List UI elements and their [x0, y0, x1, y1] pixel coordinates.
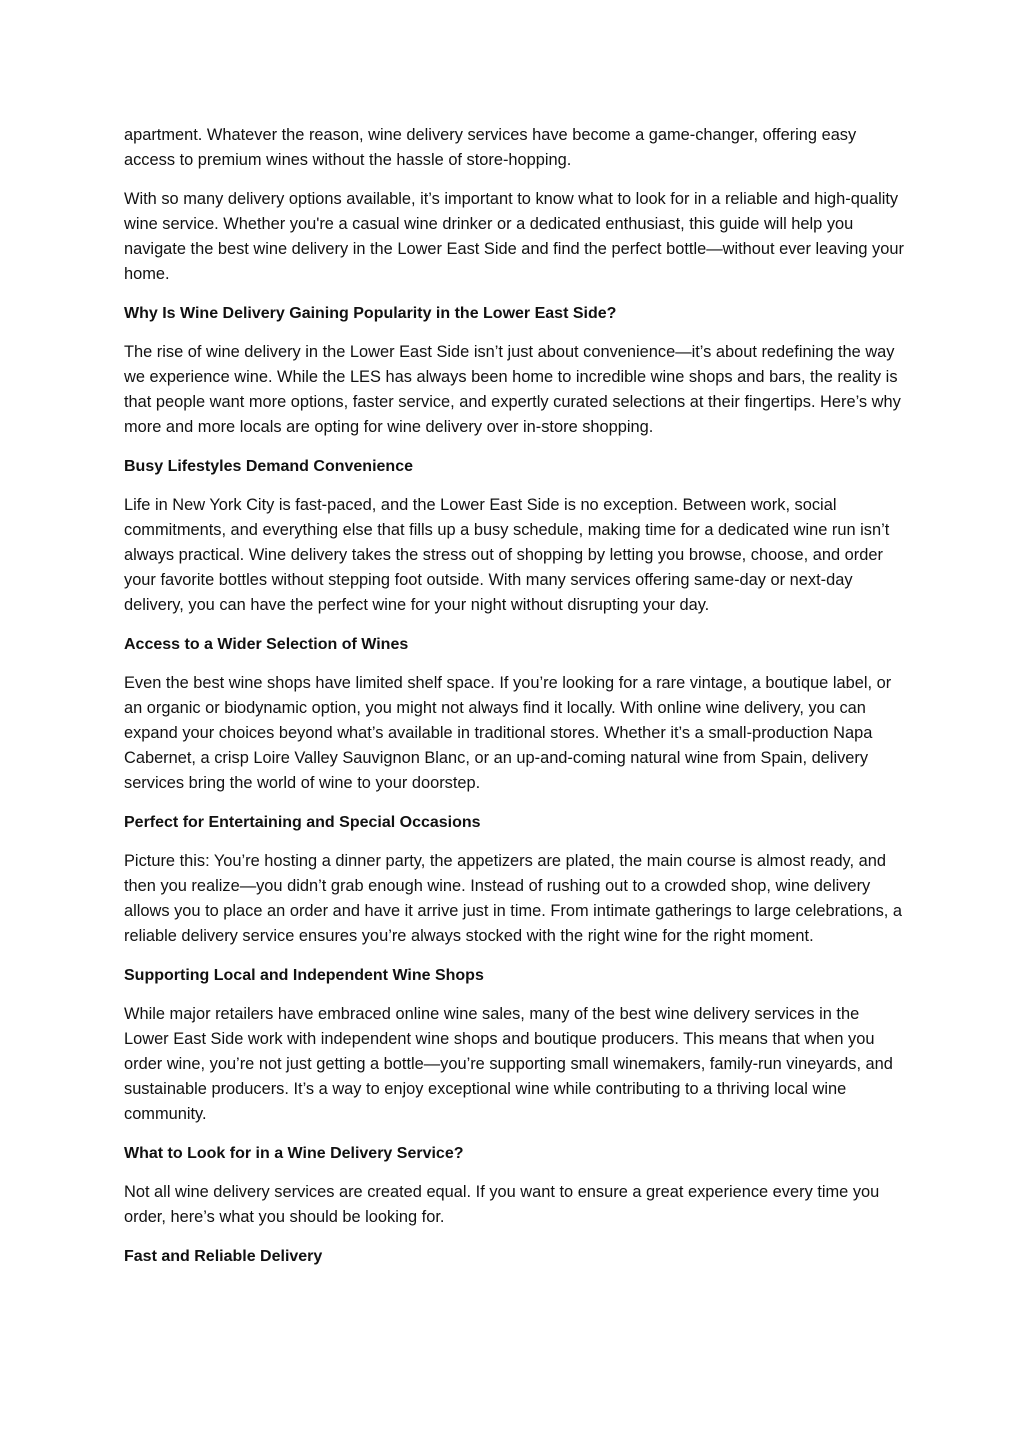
section-heading-supporting-local: Supporting Local and Independent Wine Shops — [124, 967, 484, 984]
section-heading-wider-selection: Access to a Wider Selection of Wines — [124, 636, 409, 653]
entertaining-paragraph: Picture this: You’re hosting a dinner party, the appetizers are plated, the main course is almost ready, and then you realize—you didn’t grab enough wine. Instead of rushing out to a crowded shop, wine delivery allows you to place an order and have it arrive just in time. From intimate gatherings to large celebrations, a reliable delivery service ensures you’re always stocked with the right wine for the right moment. — [124, 852, 903, 945]
wider-selection-paragraph: Even the best wine shops have limited shelf space. If you’re looking for a rare vintage, a boutique label, or an organic or biodynamic option, you might not always find it locally. With online wine delivery, you can expand your choices beyond what’s available in traditional stores. Whether it’s a small-production Napa Cabernet, a crisp Loire Valley Sauvignon Blanc, or an up-and-coming natural wine from Spain, delivery services bring the world of wine to your doorstep. — [124, 674, 892, 792]
document-page — [124, 123, 904, 1283]
section-heading-entertaining: Perfect for Entertaining and Special Occasions — [124, 814, 481, 831]
section-heading-fast-delivery: Fast and Reliable Delivery — [124, 1248, 323, 1265]
section-heading-popularity: Why Is Wine Delivery Gaining Popularity in the Lower East Side? — [124, 305, 617, 322]
supporting-local-paragraph: While major retailers have embraced online wine sales, many of the best wine delivery services in the Lower East Side work with independent wine shops and boutique producers. This means that when you order wine, you’re not just getting a bottle—you’re supporting small winemakers, family-run vineyards, and sustainable producers. It’s a way to enjoy exceptional wine while contributing to a thriving local wine community. — [124, 1005, 893, 1123]
section-heading-what-to-look-for: What to Look for in a Wine Delivery Service? — [124, 1145, 464, 1162]
what-to-look-for-paragraph: Not all wine delivery services are created equal. If you want to ensure a great experience every time you order, here’s what you should be looking for. — [124, 1183, 880, 1226]
intro-paragraph-continued: apartment. Whatever the reason, wine delivery services have become a game-changer, offering easy access to premium wines without the hassle of store-hopping. — [124, 126, 857, 169]
busy-lifestyles-paragraph: Life in New York City is fast-paced, and the Lower East Side is no exception. Between work, social commitments, and everything else that fills up a busy schedule, making time for a dedicated wine run isn’t always practical. Wine delivery takes the stress out of shopping by letting you browse, choose, and order your favorite bottles without stepping foot outside. With many services offering same-day or next-day delivery, you can have the perfect wine for your night without disrupting your day. — [124, 496, 890, 614]
popularity-paragraph: The rise of wine delivery in the Lower East Side isn’t just about convenience—it’s about redefining the way we experience wine. While the LES has always been home to incredible wine shops and bars, the reality is that people want more options, faster service, and expertly curated selections at their fingertips. Here’s why more and more locals are opting for wine delivery over in-store shopping. — [124, 343, 901, 436]
section-heading-busy-lifestyles: Busy Lifestyles Demand Convenience — [124, 458, 413, 475]
intro-paragraph: With so many delivery options available, it’s important to know what to look for in a reliable and high-quality wine service. Whether you're a casual wine drinker or a dedicated enthusiast, this guide will help you navigate the best wine delivery in the Lower East Side and find the perfect bottle—without ever leaving your home. — [124, 190, 904, 283]
